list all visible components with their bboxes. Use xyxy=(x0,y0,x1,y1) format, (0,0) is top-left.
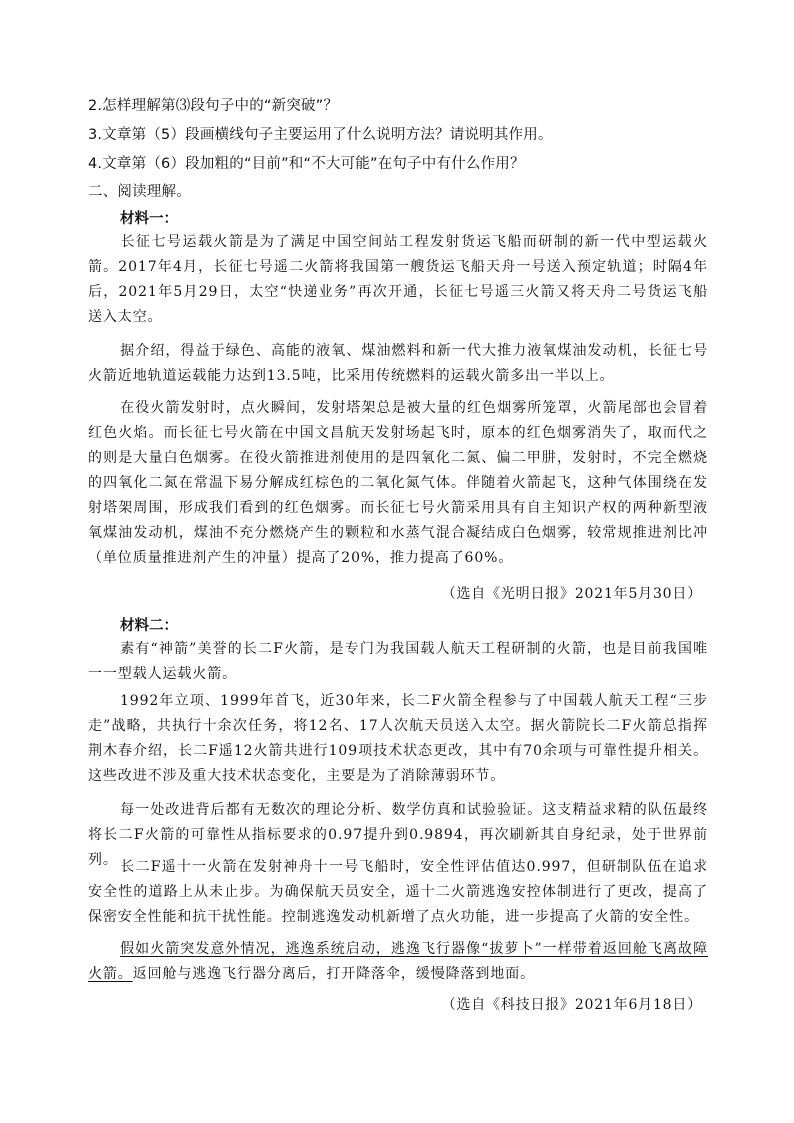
material1-paragraph-1: 长征七号运载火箭是为了满足中国空间站工程发射货运飞船而研制的新一代中型运载火箭。2017年4月，长征七号遥二火箭将我国第一艘货运飞船天舟一号送入预定轨道；时隔4年后，2021年5月29日，太空“快递业务”再次开通，长征七号遥三火箭又将天舟二号货运飞船送入太空。 xyxy=(88,234,708,325)
material1-paragraph-2: 据介绍，得益于绿色、高能的液氧、煤油燃料和新一代大推力液氧煤油发动机，长征七号火箭近地轨道运载能力达到13.5吨，比采用传统燃料的运载火箭多出一半以上。 xyxy=(88,343,708,384)
material2-source: （选自《科技日报》2021年6月18日） xyxy=(441,997,702,1013)
material1-label: 材料一： xyxy=(120,210,178,227)
material1-source: （选自《光明日报》2021年5月30日） xyxy=(441,586,702,602)
material2-paragraph-3: 每一处改进背后都有无数次的理论分析、数学仿真和试验验证。这支精益求精的队伍最终将长二F火箭的可靠性从指标要求的0.97提升到0.9894，再次刷新其自身纪录，处于世界前列。 xyxy=(88,802,708,868)
material1-paragraph-3: 在役火箭发射时，点火瞬间，发射塔架总是被大量的红色烟雾所笼罩，火箭尾部也会冒着红色火焰。而长征七号火箭在中国文昌航天发射场起飞时，原本的红色烟雾消失了，取而代之的则是大量白色烟雾。在役火箭推进剂使用的是四氧化二氮、偏二甲肼，发射时，不完全燃烧的四氧化二氮在常温下易分解成红棕色的二氧化氮气体。伴随着火箭起飞，这种气体围绕在发射塔架周围，形成我们看到的红色烟雾。而长征七号火箭采用具有自主知识产权的两种新型液氧煤油发动机，煤油不充分燃烧产生的颗粒和水蒸气混合凝结成白色烟雾，较常规推进剂比冲（单位质量推进剂产生的冲量）提高了20%，推力提高了60%。 xyxy=(88,400,708,566)
underlined-sentence: 假如火箭突发意外情况，逃逸系统启动，逃逸飞行器像“拔萝卜”一样带着返回舱飞离故障火箭。 xyxy=(88,941,708,982)
section-title: 二、阅读理解。 xyxy=(88,184,191,200)
question-4: 4.文章第（6）段加粗的“目前”和“不大可能”在句子中有什么作用？ xyxy=(88,156,525,172)
material2-paragraph-4: 长二F遥十一火箭在发射神舟十一号飞船时，安全性评估值达0.997，但研制队伍在追求安全性的道路上从未止步。为确保航天员安全，遥十二火箭逃逸安控体制进行了更改，提高了保密安全性能和抗干扰性能。控制逃逸发动机新增了点火功能，进一步提高了火箭的安全性。 xyxy=(88,859,708,925)
material2-paragraph-2: 1992年立项、1999年首飞，近30年来，长二F火箭全程参与了中国载人航天工程“三步走”战略，共执行十余次任务，将12名、17人次航天员送入太空。据火箭院长二F火箭总指挥荆木春介绍，长二F遥12火箭共进行109项技术状态更改，其中有70余项与可靠性提升相关。这些改进不涉及重大技术状态变化，主要是为了消除薄弱环节。 xyxy=(88,693,708,784)
question-2: 2.怎样理解第⑶段句子中的“新突破”？ xyxy=(88,98,339,114)
material2-paragraph-5: 假如火箭突发意外情况，逃逸系统启动，逃逸飞行器像“拔萝卜”一样带着返回舱飞离故障火箭。返回舱与逃逸飞行器分离后，打开降落伞，缓慢降落到地面。 xyxy=(88,941,708,982)
material2-label: 材料二： xyxy=(120,617,178,634)
material2-paragraph-1: 素有“神箭”美誉的长二F火箭，是专门为我国载人航天工程研制的火箭，也是目前我国唯一一型载人运载火箭。 xyxy=(88,641,708,682)
question-3: 3.文章第（5）段画横线句子主要运用了什么说明方法？请说明其作用。 xyxy=(88,127,553,143)
